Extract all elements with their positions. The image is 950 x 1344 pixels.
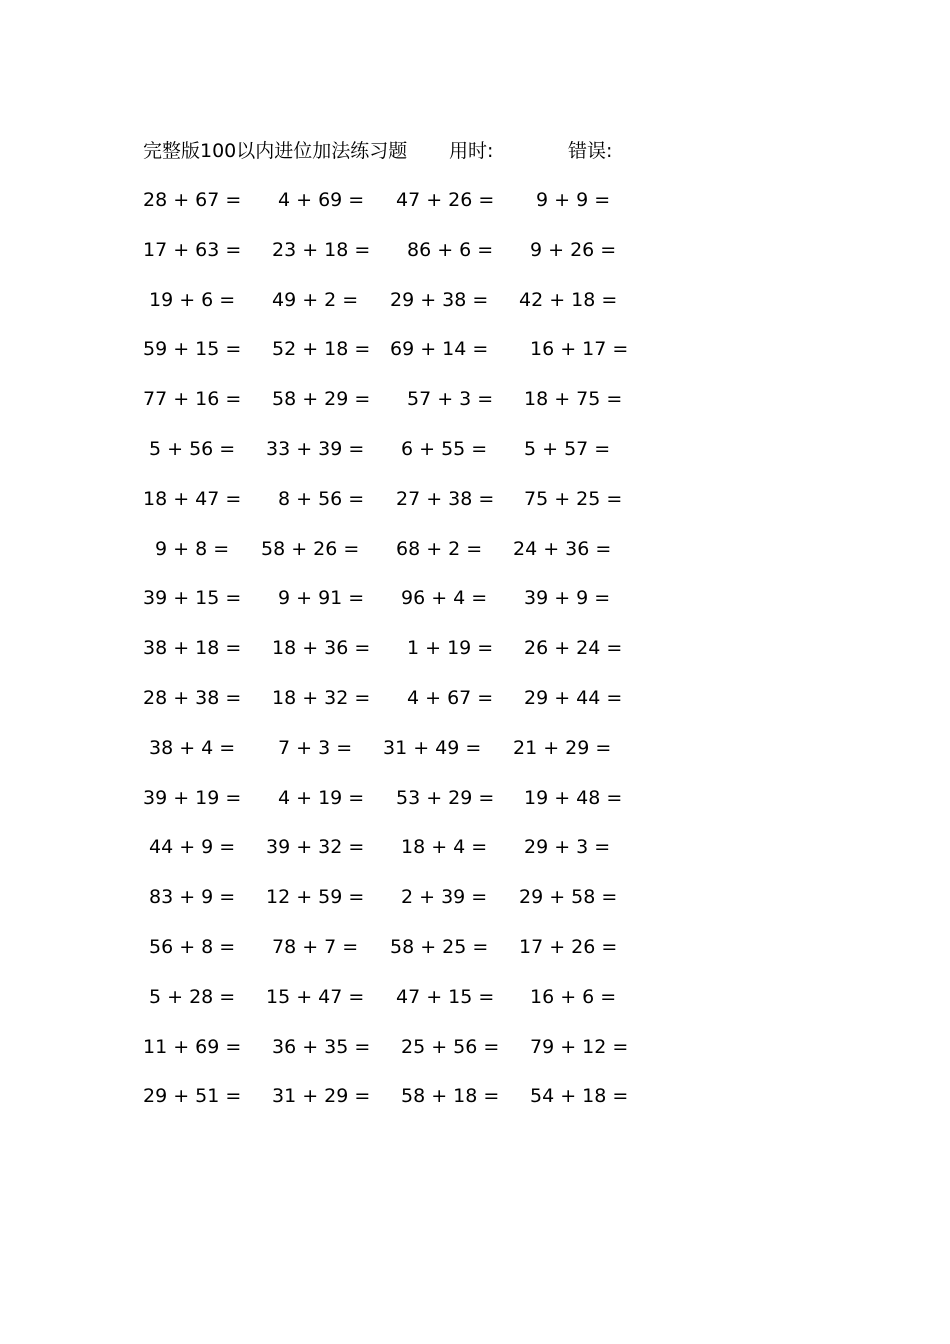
problem-row <box>143 882 643 932</box>
addition-problem: 96 + 4 = <box>401 587 488 610</box>
addition-problem: 16 + 6 = <box>530 985 617 1008</box>
addition-problem: 58 + 18 = <box>401 1085 500 1108</box>
addition-problem: 29 + 3 = <box>524 836 611 859</box>
addition-problem: 9 + 8 = <box>155 537 230 560</box>
addition-problem: 6 + 55 = <box>401 437 488 460</box>
problem-row <box>143 932 643 982</box>
addition-problem: 69 + 14 = <box>390 338 489 361</box>
problem-row <box>143 1081 643 1131</box>
problem-row <box>143 285 643 335</box>
addition-problem: 39 + 9 = <box>524 587 611 610</box>
addition-problem: 39 + 15 = <box>143 587 242 610</box>
addition-problem: 77 + 16 = <box>143 388 242 411</box>
addition-problem: 16 + 17 = <box>530 338 629 361</box>
problem-row <box>143 235 643 285</box>
addition-problem: 5 + 56 = <box>149 437 236 460</box>
addition-problem: 29 + 58 = <box>519 886 618 909</box>
addition-problem: 19 + 48 = <box>524 786 623 809</box>
addition-problem: 17 + 26 = <box>519 935 618 958</box>
problem-row <box>143 783 643 833</box>
addition-problem: 12 + 59 = <box>266 886 365 909</box>
addition-problem: 4 + 67 = <box>407 686 494 709</box>
addition-problem: 36 + 35 = <box>272 1035 371 1058</box>
addition-problem: 4 + 69 = <box>278 189 365 211</box>
addition-problem: 52 + 18 = <box>272 338 371 361</box>
addition-problem: 39 + 32 = <box>266 836 365 859</box>
problem-row <box>143 434 643 484</box>
addition-problem: 18 + 36 = <box>272 637 371 660</box>
addition-problem: 59 + 15 = <box>143 338 242 361</box>
addition-problem: 2 + 39 = <box>401 886 488 909</box>
addition-problem: 38 + 18 = <box>143 637 242 660</box>
addition-problem: 83 + 9 = <box>149 886 236 909</box>
addition-problem: 7 + 3 = <box>278 736 353 759</box>
addition-problem: 21 + 29 = <box>513 736 612 759</box>
addition-problem: 1 + 19 = <box>407 637 494 660</box>
addition-problem: 27 + 38 = <box>396 487 495 510</box>
problem-row <box>143 534 643 584</box>
addition-problem: 19 + 6 = <box>149 288 236 311</box>
addition-problem: 86 + 6 = <box>407 238 494 261</box>
addition-problem: 18 + 75 = <box>524 388 623 411</box>
addition-problem: 15 + 47 = <box>266 985 365 1008</box>
addition-problem: 56 + 8 = <box>149 935 236 958</box>
addition-problem: 25 + 56 = <box>401 1035 500 1058</box>
addition-problem: 58 + 26 = <box>261 537 360 560</box>
addition-problem: 47 + 15 = <box>396 985 495 1008</box>
addition-problem: 23 + 18 = <box>272 238 371 261</box>
addition-problem: 9 + 26 = <box>530 238 617 261</box>
problem-row <box>143 334 643 384</box>
addition-problem: 5 + 28 = <box>149 985 236 1008</box>
problem-row <box>143 982 643 1032</box>
addition-problem: 18 + 32 = <box>272 686 371 709</box>
addition-problem: 9 + 9 = <box>536 189 611 211</box>
addition-problem: 33 + 39 = <box>266 437 365 460</box>
addition-problem: 28 + 38 = <box>143 686 242 709</box>
addition-problem: 9 + 91 = <box>278 587 365 610</box>
problem-grid <box>143 185 643 1131</box>
addition-problem: 54 + 18 = <box>530 1085 629 1108</box>
addition-problem: 49 + 2 = <box>272 288 359 311</box>
addition-problem: 44 + 9 = <box>149 836 236 859</box>
addition-problem: 4 + 19 = <box>278 786 365 809</box>
addition-problem: 18 + 47 = <box>143 487 242 510</box>
addition-problem: 58 + 25 = <box>390 935 489 958</box>
addition-problem: 39 + 19 = <box>143 786 242 809</box>
addition-problem: 57 + 3 = <box>407 388 494 411</box>
addition-problem: 29 + 51 = <box>143 1085 242 1108</box>
addition-problem: 28 + 67 = <box>143 189 242 211</box>
addition-problem: 29 + 38 = <box>390 288 489 311</box>
addition-problem: 5 + 57 = <box>524 437 611 460</box>
addition-problem: 24 + 36 = <box>513 537 612 560</box>
worksheet-title: 完整版100以内进位加法练习题 <box>143 140 408 162</box>
problem-row <box>143 1032 643 1082</box>
worksheet-header <box>143 136 663 166</box>
addition-problem: 79 + 12 = <box>530 1035 629 1058</box>
addition-problem: 53 + 29 = <box>396 786 495 809</box>
addition-problem: 29 + 44 = <box>524 686 623 709</box>
addition-problem: 42 + 18 = <box>519 288 618 311</box>
problem-row <box>143 185 643 235</box>
problem-row <box>143 683 643 733</box>
problem-row <box>143 384 643 434</box>
addition-problem: 38 + 4 = <box>149 736 236 759</box>
problem-row <box>143 484 643 534</box>
addition-problem: 78 + 7 = <box>272 935 359 958</box>
addition-problem: 18 + 4 = <box>401 836 488 859</box>
addition-problem: 58 + 29 = <box>272 388 371 411</box>
problem-row <box>143 733 643 783</box>
addition-problem: 31 + 49 = <box>383 736 482 759</box>
addition-problem: 47 + 26 = <box>396 189 495 211</box>
time-used-label: 用时: <box>449 140 494 162</box>
problem-row <box>143 832 643 882</box>
addition-problem: 31 + 29 = <box>272 1085 371 1108</box>
addition-problem: 26 + 24 = <box>524 637 623 660</box>
addition-problem: 8 + 56 = <box>278 487 365 510</box>
addition-problem: 17 + 63 = <box>143 238 242 261</box>
error-count-label: 错误: <box>568 140 613 162</box>
addition-problem: 11 + 69 = <box>143 1035 242 1058</box>
addition-problem: 68 + 2 = <box>396 537 483 560</box>
problem-row <box>143 583 643 633</box>
problem-row <box>143 633 643 683</box>
addition-problem: 75 + 25 = <box>524 487 623 510</box>
